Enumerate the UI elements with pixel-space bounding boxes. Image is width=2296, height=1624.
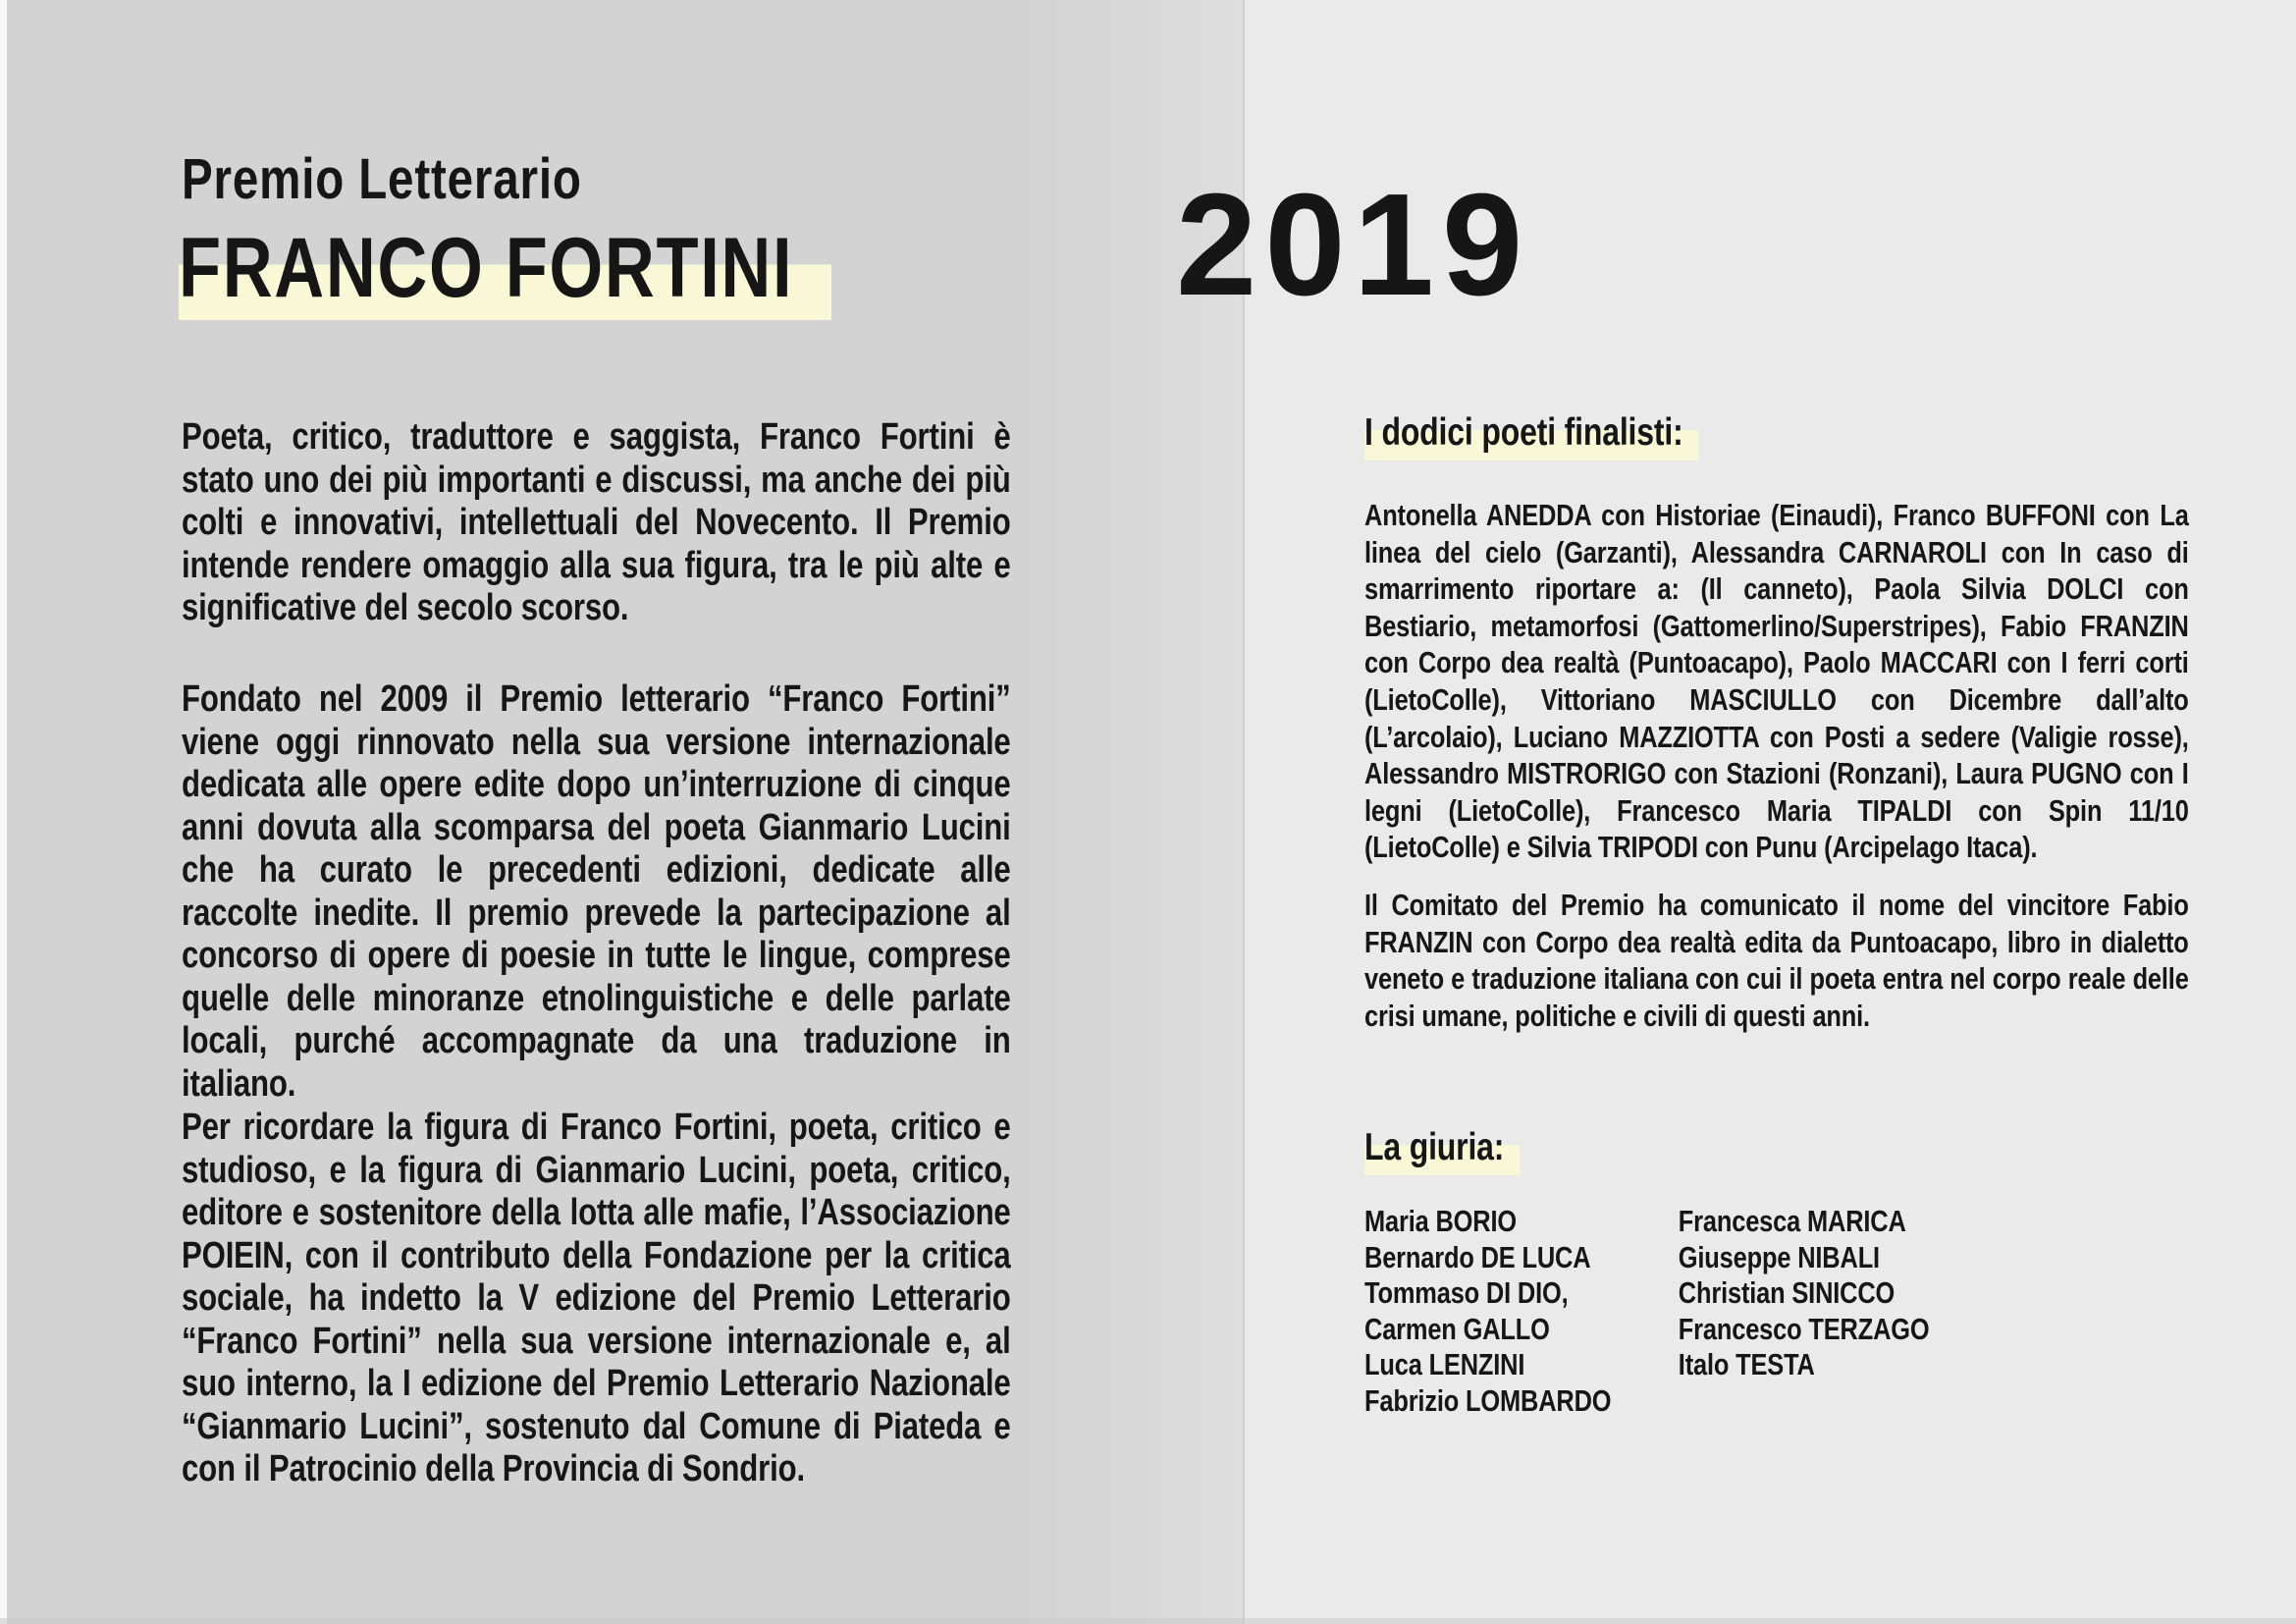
jury-member: Italo TESTA xyxy=(1678,1347,1815,1381)
jury-column-left xyxy=(1364,1204,1679,1419)
jury-member: Christian SINICCO xyxy=(1678,1275,1896,1310)
finalists-paragraph: Antonella ANEDDA con Historiae (Einaudi), Franco BUFFONI con La linea del cielo (Garzanti), Alessandra CARNAROLI con In caso di smarrimento riportare a: (Il canneto), Paola Silvia DOLCI con Bestiario, metamorfosi (Gattomerlino/Superstripes), Fabio FRANZIN con Corpo dea realtà (Puntoacapo), Paolo MACCARI con I ferri corti (LietoColle), Vittoriano MASCIULLO con Dicembre dall’alto (L’arcolaio), Luciano MAZZIOTTA con Posti a sedere (Valigie rosse), Alessandro MISTRORIGO con Stazioni (Ronzani), Laura PUGNO con I legni (LietoColle), Francesco Maria TIPALDI con Spin 11/10 (LietoColle) e Silvia TRIPODI con Punu (Arcipelago Itaca). xyxy=(1364,498,2189,865)
jury-member: Giuseppe NIBALI xyxy=(1678,1239,1880,1274)
committee-paragraph: Il Comitato del Premio ha comunicato il nome del vincitore Fabio FRANZIN con Corpo dea realtà edita da Puntoacapo, libro in dialetto veneto e traduzione italiana con cui il poeta entra nel corpo reale delle crisi umane, politiche e civili di questi anni. xyxy=(1364,888,2189,1033)
page-left-edge xyxy=(0,0,7,1624)
finalists-heading-wrap xyxy=(1364,410,1699,456)
scan-edge-shadow xyxy=(0,1618,2296,1624)
jury-member: Maria BORIO xyxy=(1364,1204,1517,1238)
jury-heading: La giuria: xyxy=(1364,1126,1520,1175)
jury-member: Fabrizio LOMBARDO xyxy=(1364,1382,1612,1418)
year-heading: 2019 xyxy=(1176,164,1531,326)
title-franco-fortini: FRANCO FORTINI xyxy=(179,221,831,320)
jury-heading-wrap xyxy=(1364,1125,1520,1170)
title-franco-fortini-wrap xyxy=(179,222,831,314)
finalists-heading: I dodici poeti finalisti: xyxy=(1364,411,1699,460)
jury-column-right xyxy=(1679,1204,2189,1419)
left-paragraph-editions: Per ricordare la figura di Franco Fortini, poeta, critico e studioso, e la figura di Gianmario Lucini, poeta, critico, editore e sostenitore della lotta alle mafie, l’Associazione POIEIN, con il contributo della Fondazione per la critica sociale, ha indetto la V edizione del Premio Letterario “Franco Fortini” nella sua versione internazionale e, al suo interno, la I edizione del Premio Letterario Nazionale “Gianmario Lucini”, sostenuto dal Comune di Piateda e con il Patrocinio della Provincia di Sondrio. xyxy=(182,1107,1011,1489)
jury-member: Tommaso DI DIO, xyxy=(1364,1275,1569,1310)
left-paragraph-history: Fondato nel 2009 il Premio letterario “Franco Fortini” viene oggi rinnovato nella sua versione internazionale dedicata alle opere edite dopo un’interruzione di cinque anni dovuta alla scomparsa del poeta Gianmario Lucini che ha curato le precedenti edizioni, dedicate alle raccolte inedite. Il premio prevede la partecipazione al concorso di opere di poesie in tutte le lingue, comprese quelle delle minoranze etnolinguistiche e delle parlate locali, purché accompagnate da una traduzione in italiano. xyxy=(182,678,1011,1105)
left-paragraph-intro: Poeta, critico, traduttore e saggista, Franco Fortini è stato uno dei più importanti e discussi, ma anche dei più colti e innovativi, intellettuali del Novecento. Il Premio intende rendere omaggio alla sua figura, tra le più alte e significative del secolo scorso. xyxy=(182,416,1011,628)
kicker-premio-letterario: Premio Letterario xyxy=(182,147,582,211)
jury-list xyxy=(1364,1204,2189,1419)
jury-member: Bernardo DE LUCA xyxy=(1364,1239,1591,1274)
jury-member: Luca LENZINI xyxy=(1364,1347,1525,1381)
jury-member: Carmen GALLO xyxy=(1364,1311,1550,1346)
jury-member: Francesco TERZAGO xyxy=(1678,1311,1930,1346)
jury-member: Francesca MARICA xyxy=(1678,1204,1906,1238)
